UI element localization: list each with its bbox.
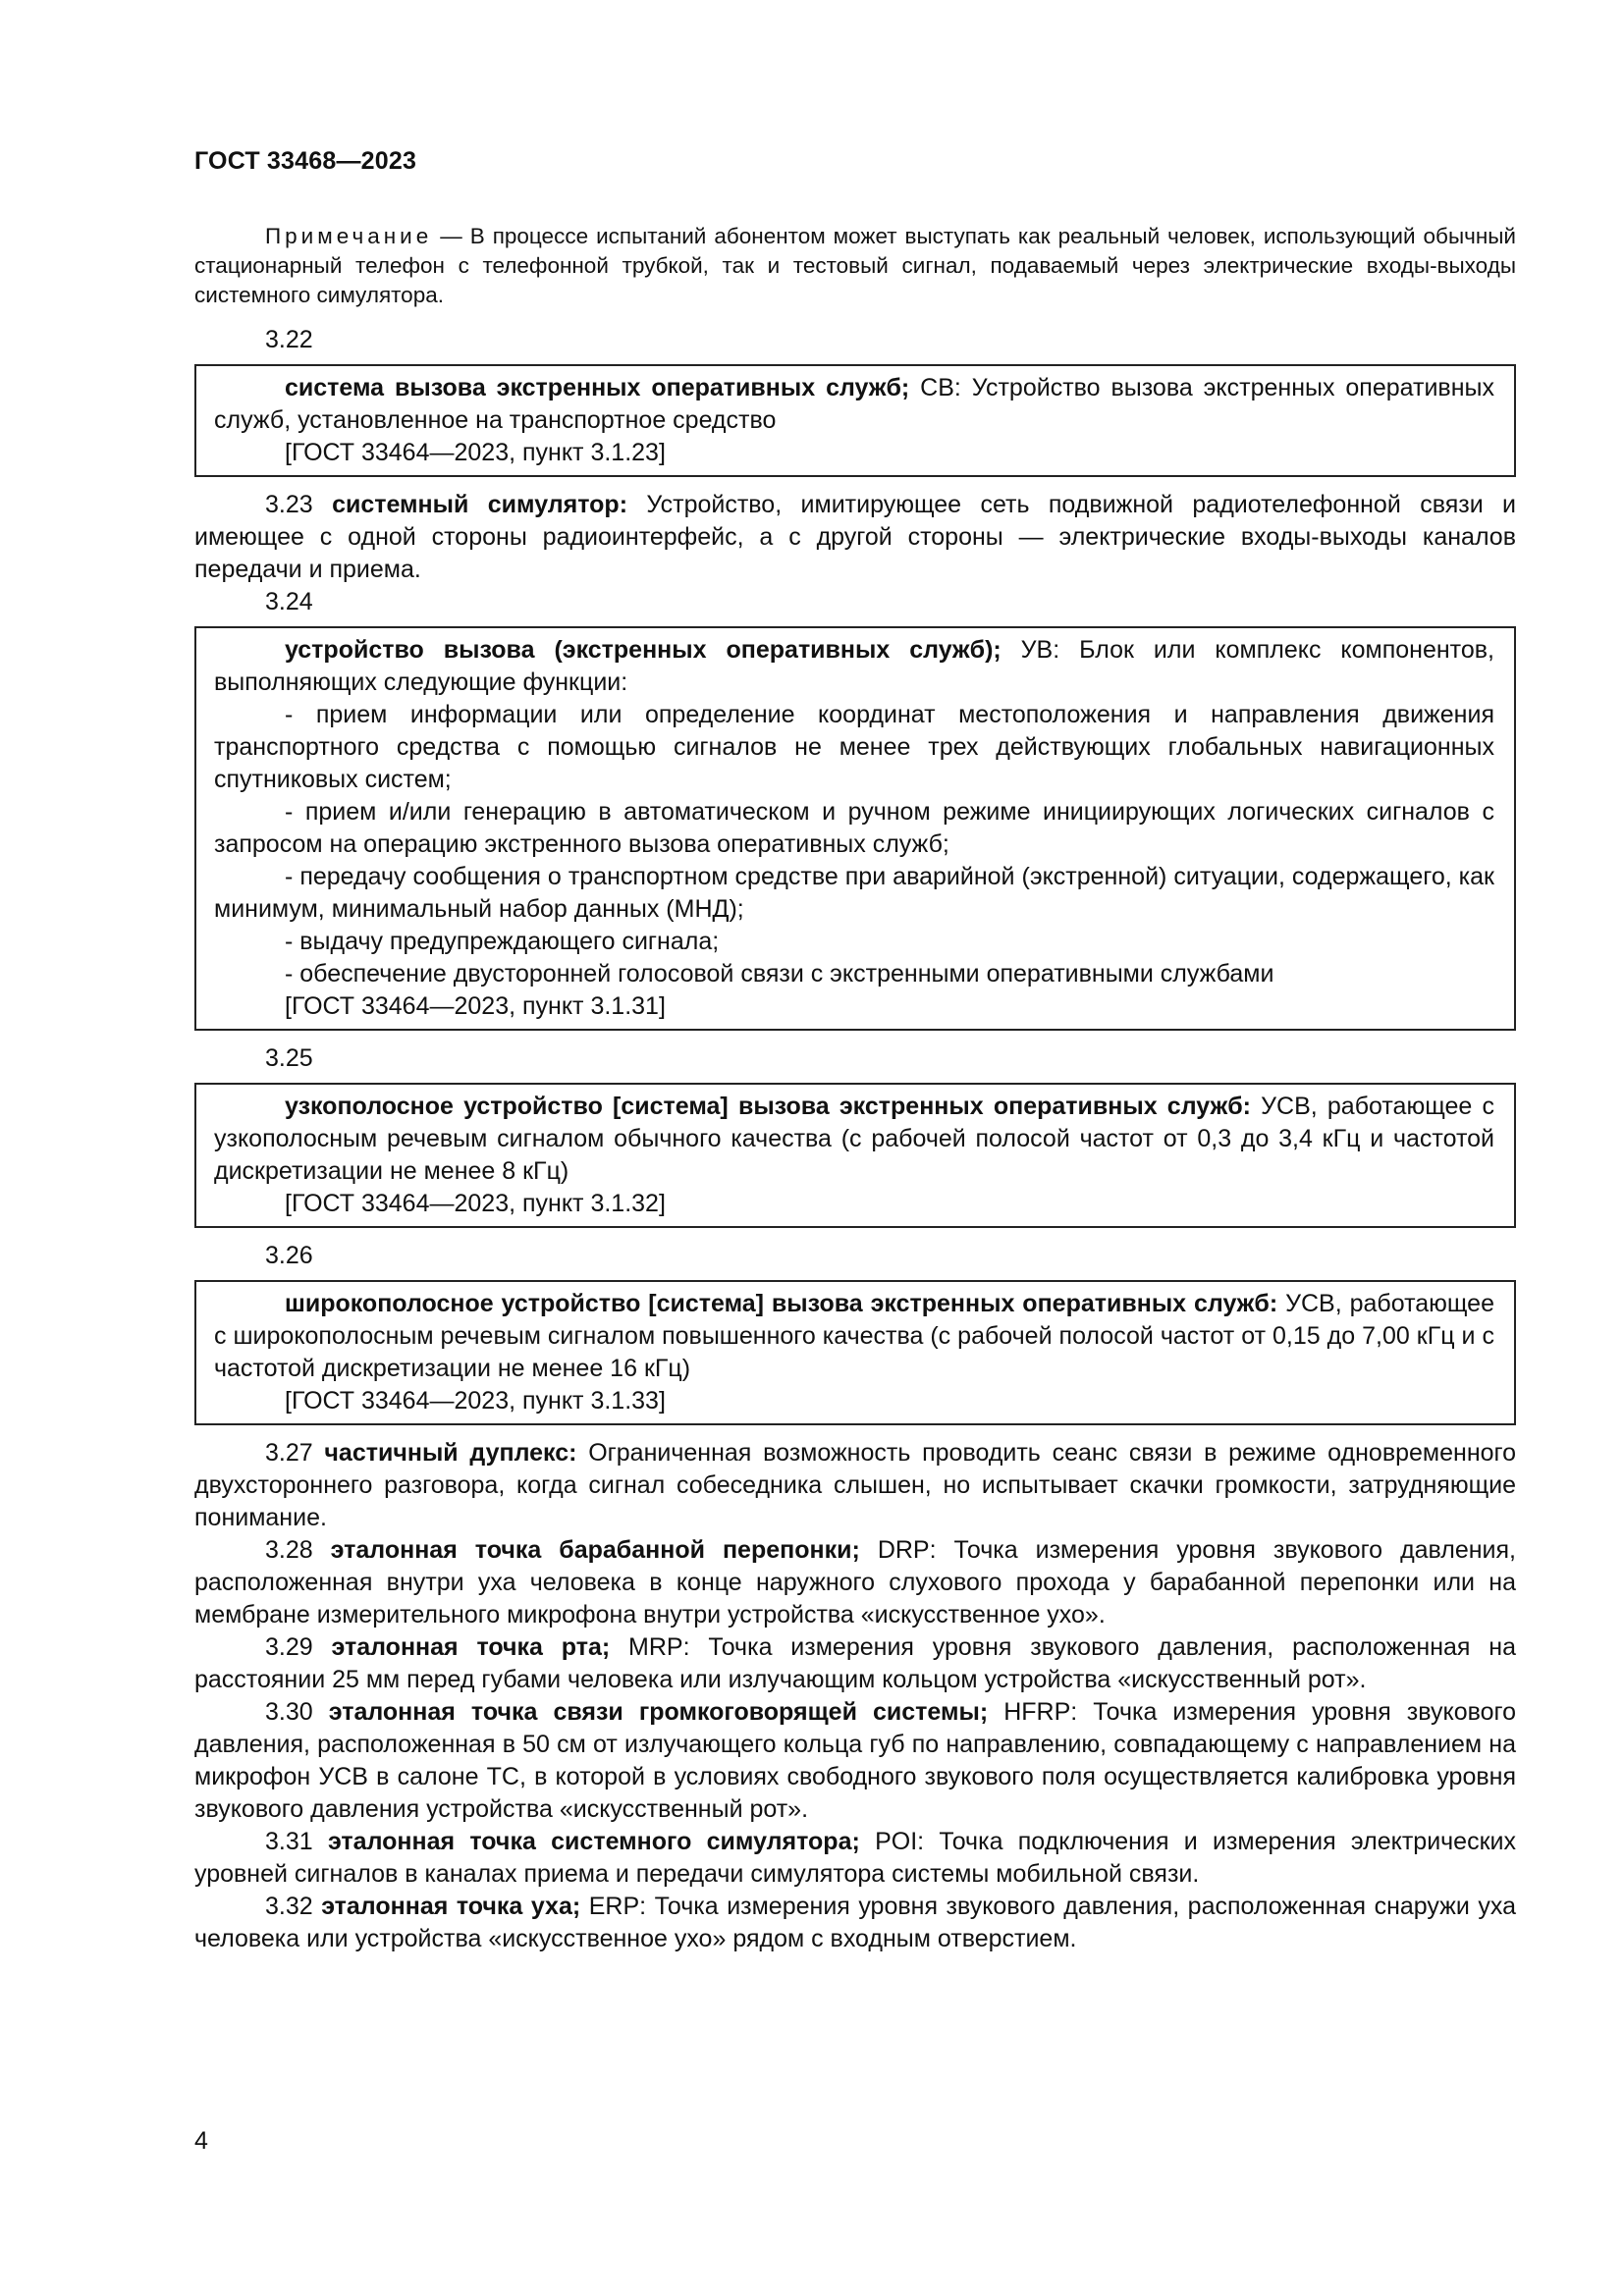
term-def: Устройство, имитирующее сеть подвижной радиотелефонной связи и имеющее с одной стороны радиоинтерфейс, а с другой стороны — электрические входы-выходы каналов передачи и приема. <box>194 491 1517 583</box>
term-num: 3.29 <box>265 1633 332 1661</box>
term-definition-3-30 <box>194 1696 1516 1826</box>
term-name: эталонная точка рта; <box>331 1633 611 1661</box>
term-definition-3-25 <box>214 1091 1494 1188</box>
document-header: ГОСТ 33468—2023 <box>194 147 417 175</box>
note-label: Примечание <box>265 224 433 248</box>
term-definition-3-24 <box>214 634 1494 699</box>
term-name: широкополосное устройство [система] вызова экстренных оперативных служб: <box>285 1290 1278 1317</box>
term-def: POI: Точка подключения и измерения электрических уровней сигналов в каналах приема и передачи симулятора системы мобильной связи. <box>194 1828 1516 1888</box>
term-num: 3.28 <box>265 1536 331 1564</box>
term-number-3-22: 3.22 <box>265 326 313 353</box>
term-box-3-26 <box>194 1280 1516 1425</box>
term-name: эталонная точка уха; <box>321 1893 581 1920</box>
term-source: [ГОСТ 33464—2023, пункт 3.1.33] <box>285 1387 666 1415</box>
term-definition-3-28 <box>194 1534 1516 1631</box>
term-definition-3-32 <box>194 1891 1516 1955</box>
term-def: УСВ, работающее с широкополосным речевым сигналом повышенного качества (с рабочей полосой частот от 0,15 до 7,00 кГц и с частотой дискретизации не менее 16 кГц) <box>214 1290 1494 1382</box>
note-paragraph <box>194 222 1516 310</box>
list-item: - обеспечение двусторонней голосовой связи с экстренными оперативными службами <box>285 960 1274 988</box>
term-box-3-22 <box>194 364 1516 477</box>
term-def: DRP: Точка измерения уровня звукового давления, расположенная внутри уха человека в конце наружного слухового прохода у барабанной перепонки или на мембране измерительного микрофона внутри устройства «искусственное ухо». <box>194 1536 1517 1629</box>
list-item: - передачу сообщения о транспортном средстве при аварийной (экстренной) ситуации, содержащего, как минимум, минимальный набор данных (МНД); <box>214 863 1494 923</box>
term-def: Ограниченная возможность проводить сеанс связи в режиме одновременного двухстороннего разговора, когда сигнал собеседника слышен, но испытывает скачки громкости, затрудняющие понимание. <box>194 1439 1517 1531</box>
term-def: УСВ, работающее с узкополосным речевым сигналом обычного качества (с рабочей полосой частот от 0,3 до 3,4 кГц и частотой дискретизации не менее 8 кГц) <box>214 1093 1494 1185</box>
term-definition-3-23 <box>194 489 1516 586</box>
term-definition-3-31 <box>194 1826 1516 1891</box>
term-name: системный симулятор: <box>332 491 628 518</box>
term-num: 3.31 <box>265 1828 328 1855</box>
list-item: - прием информации или определение координат местоположения и направления движения транспортного средства с помощью сигналов не менее трех действующих глобальных навигационных спутниковых систем; <box>214 701 1494 793</box>
term-def: HFRP: Точка измерения уровня звукового давления, расположенная в 50 см от излучающего кольца губ по направлению, совпадающему с направлением на микрофон УСВ в салоне ТС, в которой в условиях свободного звукового поля осуществляется калибровка уровня звукового давления устройства «искусственный рот». <box>194 1698 1516 1823</box>
note-text: — В процессе испытаний абонентом может выступать как реальный человек, использующий обычный стационарный телефон с телефонной трубкой, так и тестовый сигнал, подаваемый через электрические входы-выходы системного симулятора. <box>194 224 1516 307</box>
term-name: частичный дуплекс: <box>324 1439 577 1467</box>
term-source: [ГОСТ 33464—2023, пункт 3.1.32] <box>285 1190 666 1217</box>
term-def: ERP: Точка измерения уровня звукового давления, расположенная снаружи уха человека или устройства «искусственное ухо» рядом с входным отверстием. <box>194 1893 1517 1952</box>
term-number-3-25: 3.25 <box>265 1044 313 1072</box>
list-item: - прием и/или генерацию в автоматическом и ручном режиме инициирующих логических сигналов с запросом на операцию экстренного вызова оперативных служб; <box>214 798 1494 858</box>
list-item: - выдачу предупреждающего сигнала; <box>285 928 720 955</box>
term-name: эталонная точка барабанной перепонки; <box>330 1536 860 1564</box>
term-num: 3.23 <box>265 491 333 518</box>
term-def: MRP: Точка измерения уровня звукового давления, расположенная на расстоянии 25 мм перед губами человека или излучающим кольцом устройства «искусственный рот». <box>194 1633 1516 1693</box>
term-definition-3-27 <box>194 1437 1516 1534</box>
term-box-3-25 <box>194 1083 1516 1228</box>
term-num: 3.30 <box>265 1698 329 1726</box>
term-name: эталонная точка связи громкоговорящей системы; <box>328 1698 989 1726</box>
term-def: СВ: Устройство вызова экстренных оперативных служб, установленное на транспортное средство <box>214 374 1494 434</box>
term-num: 3.32 <box>265 1893 322 1920</box>
term-box-3-24 <box>194 626 1516 1031</box>
term-name: устройство вызова (экстренных оперативных служб); <box>285 636 1001 664</box>
term-name: эталонная точка системного симулятора; <box>327 1828 860 1855</box>
term-name: узкополосное устройство [система] вызова экстренных оперативных служб: <box>285 1093 1251 1120</box>
term-source: [ГОСТ 33464—2023, пункт 3.1.23] <box>285 439 666 466</box>
document-body <box>194 222 1516 1955</box>
page-number: 4 <box>194 2127 208 2155</box>
term-definition-3-26 <box>214 1288 1494 1385</box>
term-definition-3-29 <box>194 1631 1516 1696</box>
term-number-3-24: 3.24 <box>265 588 313 615</box>
term-name: система вызова экстренных оперативных служб; <box>285 374 910 401</box>
term-def: УВ: Блок или комплекс компонентов, выполняющих следующие функции: <box>214 636 1494 696</box>
term-num: 3.27 <box>265 1439 325 1467</box>
term-source: [ГОСТ 33464—2023, пункт 3.1.31] <box>285 992 666 1020</box>
term-number-3-26: 3.26 <box>265 1242 313 1269</box>
term-definition-3-22 <box>214 372 1494 437</box>
